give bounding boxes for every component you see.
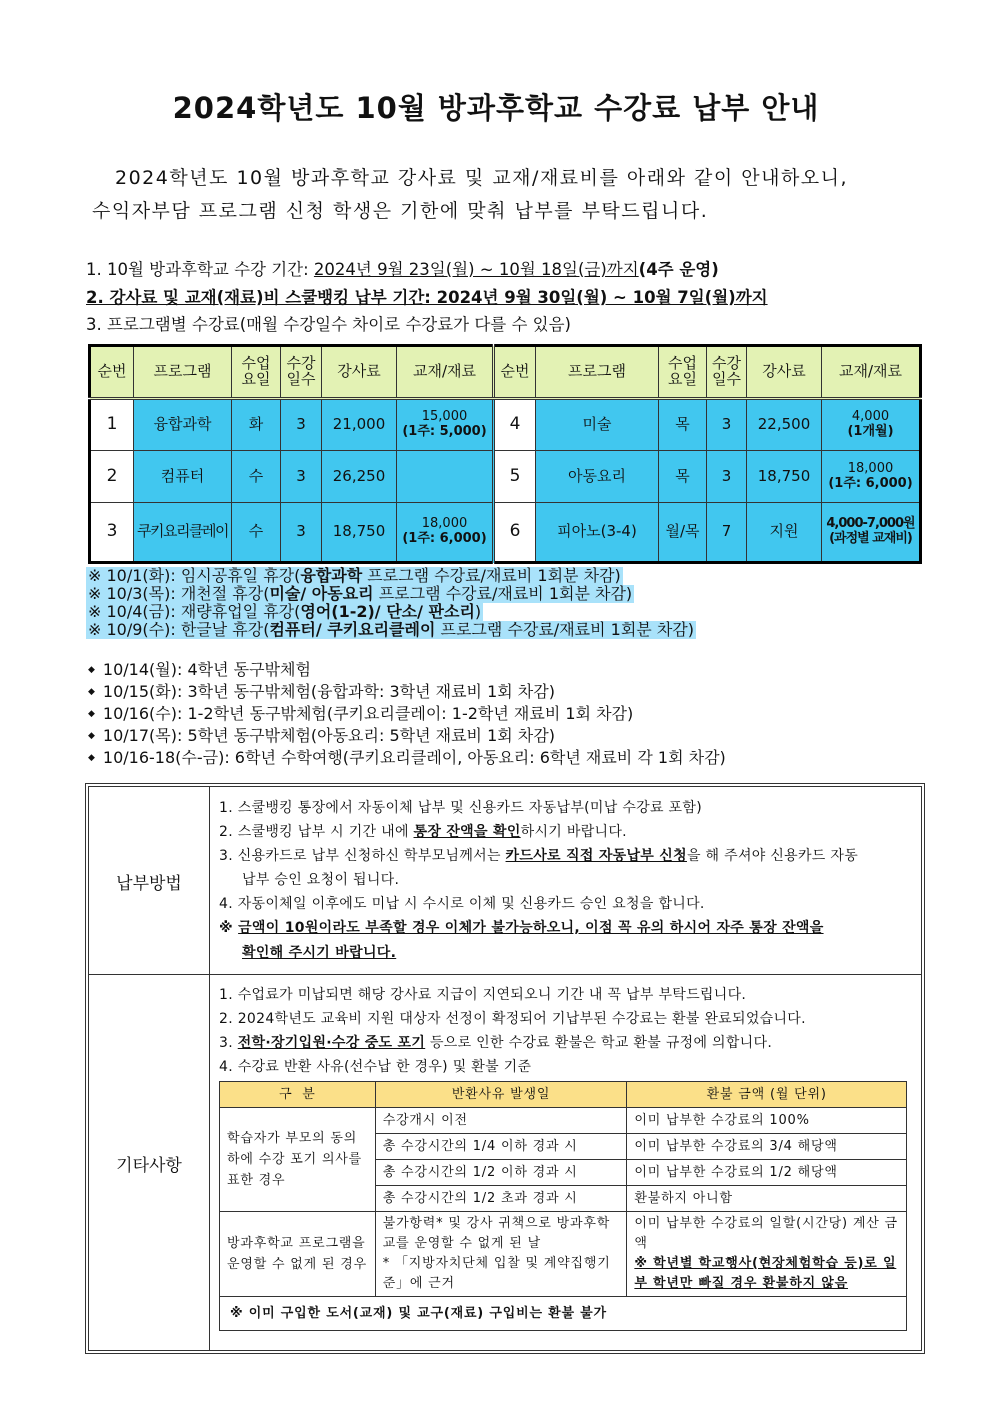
row-number: 1: [90, 399, 134, 451]
class-count: 3: [281, 399, 322, 451]
material-amount: 15,000: [421, 409, 468, 425]
refund-amount: 이미 납부한 수강료의 3/4 해당액: [627, 1134, 907, 1160]
note-program: 컴퓨터/ 쿠키요리클레이: [269, 620, 436, 639]
column-header: 순번: [90, 346, 134, 399]
payment-line-2: [219, 821, 627, 841]
text: 3.: [219, 1035, 238, 1051]
column-header: 강사료: [747, 346, 822, 399]
item-period: [86, 256, 719, 280]
column-header: 프로그램: [536, 346, 659, 399]
note-text: ※ 10/3(목): 개천절 휴강(: [88, 584, 270, 603]
text: 2. 스쿨뱅킹 납부 시 기간 내에: [219, 824, 414, 840]
text: 카드사로 직접 자동납부 신청: [505, 848, 687, 864]
payment-warning-2: 확인해 주시기 바랍니다.: [242, 945, 397, 961]
program-name: 아동요리: [536, 451, 659, 503]
program-name: 쿠키요리클레이: [134, 503, 232, 563]
column-header: 교재/재료: [397, 346, 494, 399]
event-bullet: ◆ 10/14(월): 4학년 동구밖체험: [88, 657, 311, 680]
class-count: 7: [707, 503, 747, 563]
event-bullet: ◆ 10/17(목): 5학년 동구밖체험(아동요리: 5학년 재료비 1회 차감): [88, 723, 555, 746]
refund-category: 방과후학교 프로그램을 운영할 수 없게 된 경우: [220, 1212, 376, 1297]
column-header: 강사료: [322, 346, 397, 399]
table-row: [90, 399, 921, 451]
holiday-note: [86, 603, 483, 621]
refund-amount: 환불하지 아니함: [627, 1186, 907, 1212]
refund-table: [219, 1081, 907, 1331]
material-detail: (1주: 6,000): [828, 475, 913, 491]
payment-line-4: 4. 자동이체일 이후에도 미납 시 수시로 이체 및 신용카드 승인 요청을 합니다.: [219, 896, 705, 912]
tuition: 18,750: [747, 451, 822, 503]
refund-row: [220, 1108, 907, 1134]
other-line-1: 1. 수업료가 미납되면 해당 강사료 지급이 지연되오니 기간 내 꼭 납부 부탁드립니다.: [219, 987, 747, 1003]
holiday-note: [86, 567, 623, 585]
other-label: 기타사항: [116, 1156, 182, 1176]
refund-reason: 수강개시 이전: [375, 1108, 627, 1134]
program-name: 미술: [536, 399, 659, 451]
note-text: ※ 10/1(화): 임시공휴일 휴강(: [88, 566, 301, 585]
event-bullet: ◆ 10/16(수): 1-2학년 동구밖체험(쿠키요리클레이: 1-2학년 재료비 1회 차감): [88, 701, 633, 724]
material-fee: [397, 399, 494, 451]
material-fee: [397, 503, 494, 563]
payment-line-3b: 납부 승인 요청이 됩니다.: [242, 872, 400, 888]
refund-category: 학습자가 부모의 동의하에 수강 포기 의사를 표한 경우: [220, 1108, 376, 1212]
program-fee-table: [88, 344, 922, 564]
class-day: 목: [659, 451, 707, 503]
refund-amount: 이미 납부한 수강료의 100%: [627, 1108, 907, 1134]
material-fee: [822, 451, 921, 503]
tuition: 26,250: [322, 451, 397, 503]
text: 3. 신용카드로 납부 신청하신 학부모님께서는: [219, 848, 506, 864]
material-fee: [822, 503, 921, 563]
text: 하시기 바랍니다.: [520, 824, 627, 840]
other-line-3: [219, 1032, 772, 1052]
refund-reason: 총 수강시간의 1/4 이하 경과 시: [375, 1134, 627, 1160]
column-header: 순번: [494, 346, 536, 399]
note-text: ): [474, 602, 482, 621]
reason-note: * 「지방자치단체 입찰 및 계약집행기준」에 근거: [382, 1256, 611, 1291]
holiday-note: [86, 621, 696, 639]
reason-text: 불가항력* 및 강사 귀책으로 방과후학교를 운영할 수 없게 된 날: [382, 1216, 611, 1251]
text: 전학·장기입원·수강 중도 포기: [237, 1035, 426, 1051]
refund-column-header: 구 분: [220, 1082, 376, 1108]
intro-line-2: 수익자부담 프로그램 신청 학생은 기한에 맞춰 납부를 부탁드립니다.: [92, 200, 709, 222]
item-period-dates: 2024년 9월 23일(월) ~ 10월 18일(금)까지: [313, 260, 639, 279]
material-amount: 4,000: [851, 409, 890, 425]
text: 을 해 주셔야 신용카드 자동: [686, 848, 859, 864]
class-count: 3: [281, 451, 322, 503]
row-number: 2: [90, 451, 134, 503]
item-period-suffix: (4주 운영): [638, 260, 719, 279]
tuition: 지원: [747, 503, 822, 563]
class-day: 화: [232, 399, 281, 451]
note-text: ※ 10/9(수): 한글날 휴강(: [88, 620, 270, 639]
class-count: 3: [707, 451, 747, 503]
amount-text: 이미 납부한 수강료의 일할(시간당) 계산 금액: [634, 1216, 898, 1251]
refund-column-header: 환불 금액 (월 단위): [627, 1082, 907, 1108]
row-number: 6: [494, 503, 536, 563]
class-day: 수: [232, 451, 281, 503]
column-header: 수강 일수: [281, 346, 322, 399]
refund-footer-row: [220, 1297, 907, 1331]
note-program: 융합과학: [300, 566, 363, 585]
text: 통장 잔액을 확인: [413, 824, 521, 840]
refund-amount: [627, 1212, 907, 1297]
material-fee: [397, 451, 494, 503]
page-title: 2024학년도 10월 방과후학교 수강료 납부 안내: [172, 91, 820, 125]
payment-line-1: 1. 스쿨뱅킹 통장에서 자동이체 납부 및 신용카드 자동납부(미납 수강료 포함): [219, 800, 702, 816]
note-program: 미술/ 아동요리: [269, 584, 374, 603]
column-header: 교재/재료: [822, 346, 921, 399]
refund-footer: ※ 이미 구입한 도서(교재) 및 교구(재료) 구입비는 환불 불가: [220, 1297, 907, 1331]
refund-amount: 이미 납부한 수강료의 1/2 해당액: [627, 1160, 907, 1186]
class-day: 목: [659, 399, 707, 451]
refund-column-header: 반환사유 발생일: [375, 1082, 627, 1108]
payment-warning: [219, 917, 824, 937]
event-bullet: ◆ 10/16-18(수-금): 6학년 수학여행(쿠키요리클레이, 아동요리: 6학년 재료비 각 1회 차감): [88, 745, 726, 768]
note-text: ※ 10/4(금): 재량휴업일 휴강(: [88, 602, 301, 621]
material-detail: (1주: 5,000): [402, 424, 487, 439]
item-program-fees: 3. 프로그램별 수강료(매월 수강일수 차이로 수강료가 다를 수 있음): [86, 315, 571, 334]
class-day: 수: [232, 503, 281, 563]
note-text: 프로그램 수강료/재료비 1회분 차감): [362, 566, 621, 585]
payment-line-3: [219, 845, 858, 865]
tuition: 22,500: [747, 399, 822, 451]
payment-method-label: 납부방법: [116, 874, 182, 894]
table-header-row: [90, 346, 921, 399]
material-amount: 18,000: [847, 460, 894, 476]
program-name: 컴퓨터: [134, 451, 232, 503]
note-text: 프로그램 수강료/재료비 1회분 차감): [373, 584, 633, 603]
material-amount: 4,000-7,000원: [826, 516, 915, 532]
material-fee: [822, 399, 921, 451]
class-day: 월/목: [659, 503, 707, 563]
holiday-note: [86, 585, 634, 603]
material-detail: (과정별 교재비): [829, 531, 912, 546]
refund-reason: 총 수강시간의 1/2 초과 경과 시: [375, 1186, 627, 1212]
material-detail: (1주: 6,000): [402, 531, 487, 546]
tuition: 21,000: [322, 399, 397, 451]
reference-mark: ※: [219, 920, 233, 936]
material-detail: (1개월): [847, 424, 894, 439]
refund-header-row: [220, 1082, 907, 1108]
text: 금액이 10원이라도 부족할 경우 이체가 불가능하오니, 이점 꼭 유의 하시어 자주 통장 잔액을: [238, 920, 824, 936]
class-count: 3: [707, 399, 747, 451]
event-bullet: ◆ 10/15(화): 3학년 동구밖체험(융합과학: 3학년 재료비 1회 차감): [88, 679, 555, 702]
row-number: 3: [90, 503, 134, 563]
refund-reason: [375, 1212, 627, 1297]
intro-line-1: 2024학년도 10월 방과후학교 강사료 및 교재/재료비를 아래와 같이 안내하오니,: [115, 167, 849, 189]
program-name: 피아노(3-4): [536, 503, 659, 563]
column-header: 프로그램: [134, 346, 232, 399]
table-row: [90, 503, 921, 563]
item-period-prefix: 1. 10월 방과후학교 수강 기간:: [86, 260, 314, 279]
refund-reason: 총 수강시간의 1/2 이하 경과 시: [375, 1160, 627, 1186]
note-text: 프로그램 수강료/재료비 1회분 차감): [435, 620, 694, 639]
table-row: [90, 451, 921, 503]
other-line-2: 2. 2024학년도 교육비 지원 대상자 선정이 확정되어 기납부된 수강료는 환불 완료되었습니다.: [219, 1011, 806, 1027]
row-number: 5: [494, 451, 536, 503]
text: 등으로 인한 수강료 환불은 학교 환불 규정에 의합니다.: [425, 1035, 773, 1051]
column-header: 수업 요일: [232, 346, 281, 399]
program-name: 융합과학: [134, 399, 232, 451]
tuition: 18,750: [322, 503, 397, 563]
note-program: 영어(1-2)/ 단소/ 판소리: [300, 602, 475, 621]
column-header: 수업 요일: [659, 346, 707, 399]
info-box: [88, 786, 922, 1351]
refund-row: [220, 1212, 907, 1297]
class-count: 3: [281, 503, 322, 563]
column-header: 수강 일수: [707, 346, 747, 399]
material-amount: 18,000: [421, 516, 468, 532]
item-payment-period: 2. 강사료 및 교재(재료)비 스쿨뱅킹 납부 기간: 2024년 9월 30일(월) ~ 10월 7일(월)까지: [86, 288, 768, 307]
refund-warning: ※ 학년별 학교행사(현장체험학습 등)로 일부 학년만 빠질 경우 환불하지 않음: [634, 1256, 897, 1291]
other-line-4: 4. 수강료 반환 사유(선수납 한 경우) 및 환불 기준: [219, 1059, 532, 1075]
row-number: 4: [494, 399, 536, 451]
